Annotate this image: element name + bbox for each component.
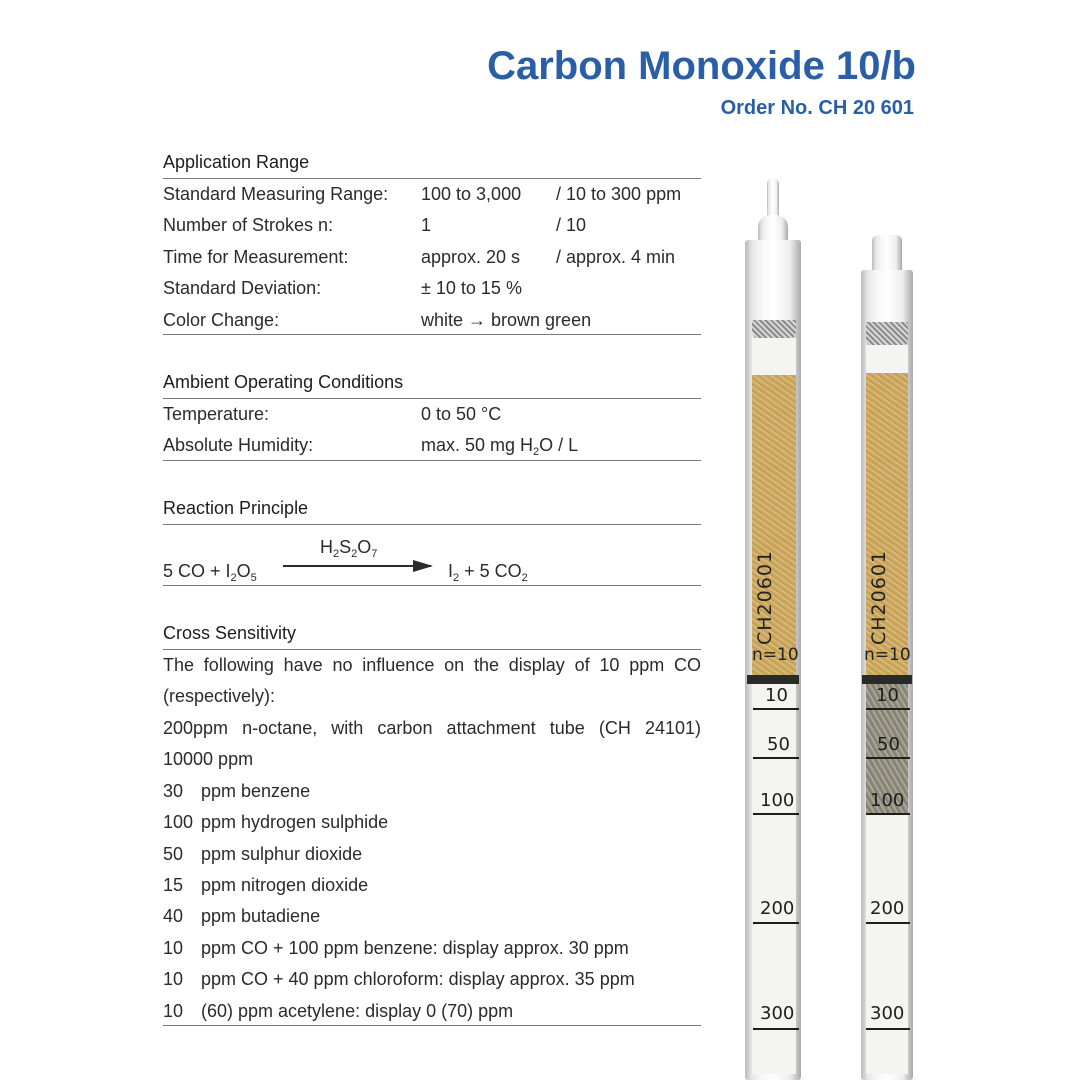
stroke-label: n=10 [864,645,911,665]
order-number: Order No. CH 20 601 [720,97,914,119]
section-divider [163,585,701,586]
item-text: ppm butadiene [201,906,321,926]
formula-text: 5 CO + I [163,561,231,581]
ambient-conditions-heading: Ambient Operating Conditions [163,370,701,399]
tube-indicator-layer [866,814,908,1074]
scale-line [753,1028,799,1030]
spec-label: Absolute Humidity: [163,435,314,455]
section-divider [163,334,701,335]
spec-row [163,399,701,430]
formula-text: H [320,537,333,557]
item-text: (60) ppm acetylene: display 0 (70) ppm [201,1001,514,1021]
product-title: Carbon Monoxide 10/b [487,44,916,88]
reaction-catalyst [320,537,377,558]
spec-value: white → brown green [421,310,592,330]
cross-sensitivity-heading: Cross Sensitivity [163,621,701,650]
reaction-principle-heading: Reaction Principle [163,496,701,525]
tube-pre-layer [752,338,796,378]
scale-mark: 100 [870,790,905,811]
subscript: 2 [333,548,340,560]
item-number: 50 [163,844,184,864]
scale-mark: 200 [760,898,795,919]
tube-band [862,675,912,684]
formula-text: + 5 CO [459,561,522,581]
spec-label: Time for Measurement: [163,247,349,267]
reaction-products [448,561,528,582]
spec-value-alt: / 10 to 300 ppm [556,184,682,204]
part-code-label: CH20601 [754,550,776,645]
scale-line [866,757,910,759]
item-number: 10 [163,938,184,958]
scale-mark: 10 [876,685,899,706]
tube-pre-layer [866,345,908,375]
tube-band [747,675,799,684]
item-text: ppm CO + 100 ppm benzene: display approx. 30 ppm [201,938,629,958]
formula-text: I [448,561,454,581]
spec-row [163,210,701,241]
spec-label: Number of Strokes n: [163,215,334,235]
tube-neck-open [872,235,902,275]
subscript: 5 [250,572,257,584]
subscript: 2 [453,572,460,584]
value-text: max. 50 mg H [421,435,534,455]
item-number: 15 [163,875,184,895]
list-item [163,964,635,995]
spec-label: Color Change: [163,310,280,330]
scale-line [753,708,799,710]
list-item [163,839,362,870]
scale-mark: 10 [765,685,788,706]
item-number: 30 [163,781,184,801]
item-text: ppm nitrogen dioxide [201,875,369,895]
spec-value-alt: / 10 [556,215,587,235]
spec-row [163,430,701,461]
list-item [163,933,629,964]
octane-note: 200ppm n-octane, with carbon attachment tube (CH 24101) [163,718,701,738]
tube-sealed-tip [767,178,779,218]
cross-sensitivity-intro: The following have no influence on the display of 10 ppm CO [163,655,701,675]
spec-row [163,179,701,210]
scale-line [866,813,910,815]
spec-value: 1 [421,215,432,235]
subscript: 7 [371,548,378,560]
scale-mark: 50 [767,734,790,755]
item-number: 40 [163,906,184,926]
reaction-arrow-icon [283,565,431,567]
spec-value: approx. 20 s [421,247,521,267]
octane-note-cont: 10000 ppm [163,749,254,769]
scale-line [753,813,799,815]
application-range-heading: Application Range [163,150,701,179]
scale-mark: 50 [877,734,900,755]
spec-value [421,430,578,461]
spec-label: Standard Measuring Range: [163,184,389,204]
formula-text: S [339,537,352,557]
item-text: ppm CO + 40 ppm chloroform: display approx. 35 ppm [201,969,635,989]
spec-value: 0 to 50 °C [421,404,502,424]
formula-text: O [236,561,251,581]
scale-line [866,1028,910,1030]
stroke-label: n=10 [752,645,799,665]
spec-value: 100 to 3,000 [421,184,522,204]
item-text: ppm sulphur dioxide [201,844,363,864]
spec-row [163,273,701,304]
section-divider [163,460,701,461]
section-divider [163,1025,701,1026]
value-text: O / L [539,435,579,455]
scale-mark: 300 [870,1003,905,1024]
item-text: ppm benzene [201,781,311,801]
spec-value-alt: / approx. 4 min [556,247,676,267]
list-item [163,996,513,1027]
list-item [163,776,310,807]
item-number: 10 [163,969,184,989]
spec-row [163,242,701,273]
list-item [163,901,320,932]
spec-label: Temperature: [163,404,270,424]
reaction-reactants [163,561,257,582]
subscript: 2 [533,446,540,458]
spec-label: Standard Deviation: [163,278,322,298]
scale-mark: 300 [760,1003,795,1024]
part-code-label: CH20601 [868,550,890,645]
scale-line [753,922,799,924]
item-number: 10 [163,1001,184,1021]
subscript: 2 [230,572,237,584]
cross-sensitivity-intro-cont: (respectively): [163,686,276,706]
subscript: 2 [351,548,358,560]
spec-value: ± 10 to 15 % [421,278,522,298]
list-item [163,870,368,901]
scale-line [866,922,910,924]
list-item [163,807,388,838]
scale-mark: 100 [760,790,795,811]
spec-row [163,305,701,336]
item-text: ppm hydrogen sulphide [201,812,389,832]
formula-text: O [357,537,372,557]
scale-line [753,757,799,759]
item-number: 100 [163,812,194,832]
scale-line [866,708,910,710]
subscript: 2 [521,572,528,584]
scale-mark: 200 [870,898,905,919]
